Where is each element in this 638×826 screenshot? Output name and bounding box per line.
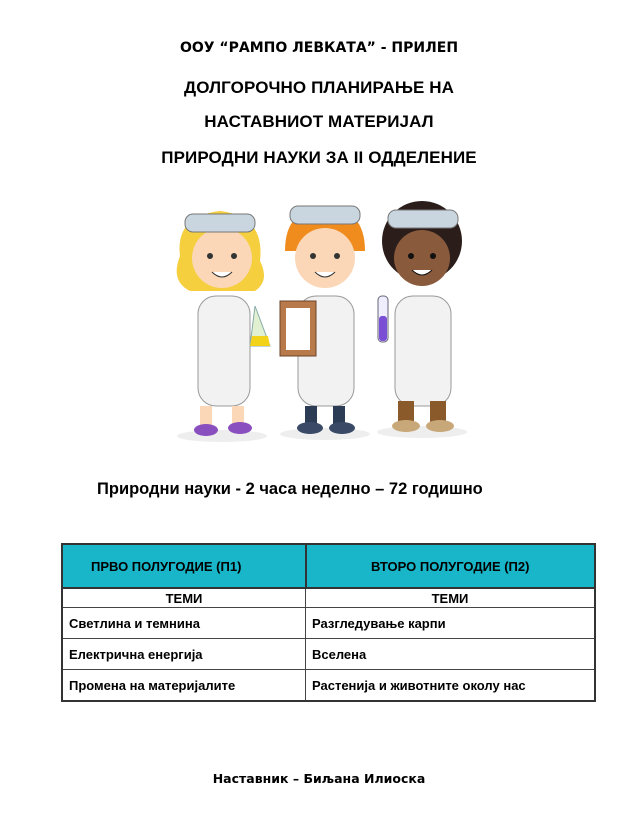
- topic-cell: Промена на материјалите: [62, 670, 306, 702]
- topic-cell: Разгледување карпи: [306, 608, 596, 639]
- title-line-1: ДОЛГОРОЧНО ПЛАНИРАЊЕ НА: [184, 78, 454, 97]
- kid-girl-figure: [177, 211, 270, 442]
- table-header-row: [62, 544, 595, 588]
- title-line-3: ПРИРОДНИ НАУКИ ЗА II ОДДЕЛЕНИЕ: [161, 148, 477, 167]
- topic-cell: Растенија и животните околу нас: [306, 670, 596, 702]
- topic-cell: Светлина и темнина: [62, 608, 306, 639]
- subject-hours-line: Природни науки - 2 часа неделно – 72 годишно: [97, 480, 483, 498]
- subheader-topics-2: ТЕМИ: [306, 588, 596, 608]
- teacher-name: Наставник – Биљана Илиоска: [212, 771, 426, 786]
- school-name: ООУ “РАМПО ЛЕВКАТА” - ПРИЛЕП: [179, 40, 459, 56]
- table-row: [62, 639, 595, 670]
- topics-table: [61, 543, 596, 702]
- table-row: [62, 670, 595, 702]
- topic-cell: Електрична енергија: [62, 639, 306, 670]
- kid-boy-figure: [280, 206, 370, 440]
- kid-boy-2-figure: [377, 201, 467, 438]
- topic-cell: Вселена: [306, 639, 596, 670]
- header-first-semester: ПРВО ПОЛУГОДИЕ (П1): [62, 544, 306, 588]
- subheader-topics-1: ТЕМИ: [62, 588, 306, 608]
- table-subheader-row: [62, 588, 595, 608]
- table-row: [62, 608, 595, 639]
- scientist-kids-illustration: [160, 196, 490, 446]
- header-second-semester: ВТОРО ПОЛУГОДИЕ (П2): [306, 544, 596, 588]
- title-line-2: НАСТАВНИОТ МАТЕРИЈАЛ: [204, 112, 434, 131]
